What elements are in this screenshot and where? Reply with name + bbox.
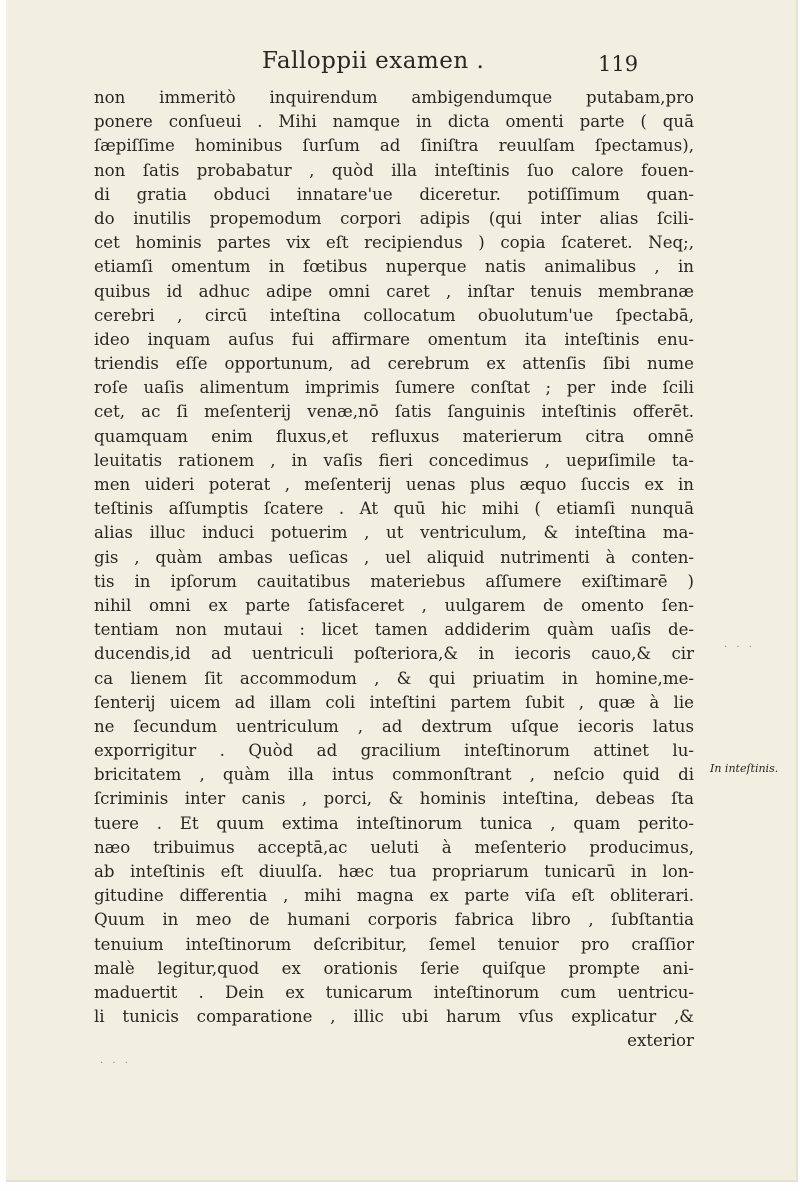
ink-specks: · · · <box>100 1058 131 1069</box>
text-line: malè legitur,quod ex orationis ſerie quiſque prompte ani- <box>94 958 694 978</box>
text-line: teſtinis aſſumptis ſcatere . At quū hic mihi ( etiamſi nunquā <box>94 499 694 519</box>
text-line: non ſatis probabatur , quòd illa inteſtinis ſuo calore fouen- <box>94 160 694 180</box>
text-line: quamquam enim fluxus,et refluxus materierum citra omnē <box>94 426 694 446</box>
text-line: ponere conſueui . Mihi namque in dicta omenti parte ( quā <box>94 112 694 132</box>
text-line: di gratia obduci innatare'ue diceretur. potiſſimum quan- <box>94 184 694 204</box>
text-line: do inutilis propemodum corpori adipis (qui inter alias ſcili- <box>94 208 694 228</box>
ink-specks: · · · <box>724 642 755 653</box>
text-line: ideo inquam auſus fui affirmare omentum ita inteſtinis enu- <box>94 329 694 349</box>
text-line: cerebri , circū inteſtina collocatum obuolutum'ue ſpectabā, <box>94 305 694 325</box>
text-line: ca lienem ſit accommodum , & qui priuatim in homine,me- <box>94 668 694 688</box>
text-line: alias illuc induci potuerim , ut ventriculum, & inteſtina ma- <box>94 523 694 543</box>
running-head: Falloppii examen . <box>262 48 485 74</box>
text-line: tuere . Et quum extima inteſtinorum tunica , quam perito- <box>94 813 694 833</box>
text-line: triendis eſſe opportunum, ad cerebrum ex attenſis ſibi nume <box>94 354 694 374</box>
text-line: ne ſecundum uentriculum , ad dextrum uſque iecoris latus <box>94 716 694 736</box>
catchword: exterior <box>627 1031 694 1051</box>
text-line: ſenterij uicem ad illam coli inteſtini partem ſubit , quæ à lie <box>94 692 694 712</box>
text-line: li tunicis comparatione , illic ubi harum vſus explicatur ,& <box>94 1007 694 1027</box>
text-line: ducendis,id ad uentriculi poſteriora,& in iecoris cauo,& cir <box>94 644 694 664</box>
text-line: næo tribuimus acceptā,ac ueluti à meſenterio producimus, <box>94 837 694 857</box>
text-line: bricitatem , quàm illa intus commonſtrant , neſcio quid di <box>94 765 694 785</box>
text-line: maduertit . Dein ex tunicarum inteſtinorum cum uentricu- <box>94 982 694 1002</box>
body-text <box>94 86 694 1054</box>
text-line: ſcriminis inter canis , porci, & hominis inteſtina, debeas ſta <box>94 789 694 809</box>
text-line: leuitatis rationem , in vaſis fieri concedimus , uериſimile ta- <box>94 450 694 470</box>
text-line: cet, ac ſi meſenterij venæ,nō ſatis ſanguinis inteſtinis offerēt. <box>94 402 694 422</box>
page-header <box>6 42 800 82</box>
text-line: gis , quàm ambas ueſicas , uel aliquid nutrimenti à conten- <box>94 547 694 567</box>
text-line: ſæpiſſime hominibus ſurſum ad ſiniſtra reuulſam ſpectamus), <box>94 136 694 156</box>
text-line: etiamſi omentum in fœtibus nuperque natis animalibus , in <box>94 257 694 277</box>
text-line: tis in ipſorum cauitatibus materiebus aſſumere exiſtimarē ) <box>94 571 694 591</box>
text-line: non immeritò inquirendum ambigendumque putabam,pro <box>94 88 694 107</box>
text-line: gitudine differentia , mihi magna ex parte viſa eſt obliterari. <box>94 886 694 906</box>
text-line: roſe uaſis alimentum imprimis ſumere conſtat ; per inde ſcili <box>94 378 694 398</box>
page-number: 119 <box>598 52 639 76</box>
margin-note: In inteſtinis. <box>710 762 779 775</box>
text-line: exporrigitur . Quòd ad gracilium inteſtinorum attinet lu- <box>94 741 694 761</box>
text-line: nihil omni ex parte ſatisfaceret , uulgarem de omento ſen- <box>94 595 694 615</box>
text-line: tenuium inteſtinorum deſcribitur, ſemel tenuior pro craſſior <box>94 934 694 954</box>
text-line: men uideri poterat , meſenterij uenas plus æquo ſuccis ex in <box>94 475 694 494</box>
text-line: ab inteſtinis eſt diuulſa. hæc tua propriarum tunicarū in lon- <box>94 862 694 881</box>
text-line: Quum in meo de humani corporis fabrica libro , ſubſtantia <box>94 910 694 930</box>
text-line: quibus id adhuc adipe omni caret , inſtar tenuis membranæ <box>94 281 694 301</box>
text-line: cet hominis partes vix eſt recipiendus ) copia ſcateret. Neq;, <box>94 233 694 253</box>
text-line: tentiam non mutaui : licet tamen addiderim quàm uaſis de- <box>94 620 694 640</box>
book-page <box>6 0 798 1182</box>
